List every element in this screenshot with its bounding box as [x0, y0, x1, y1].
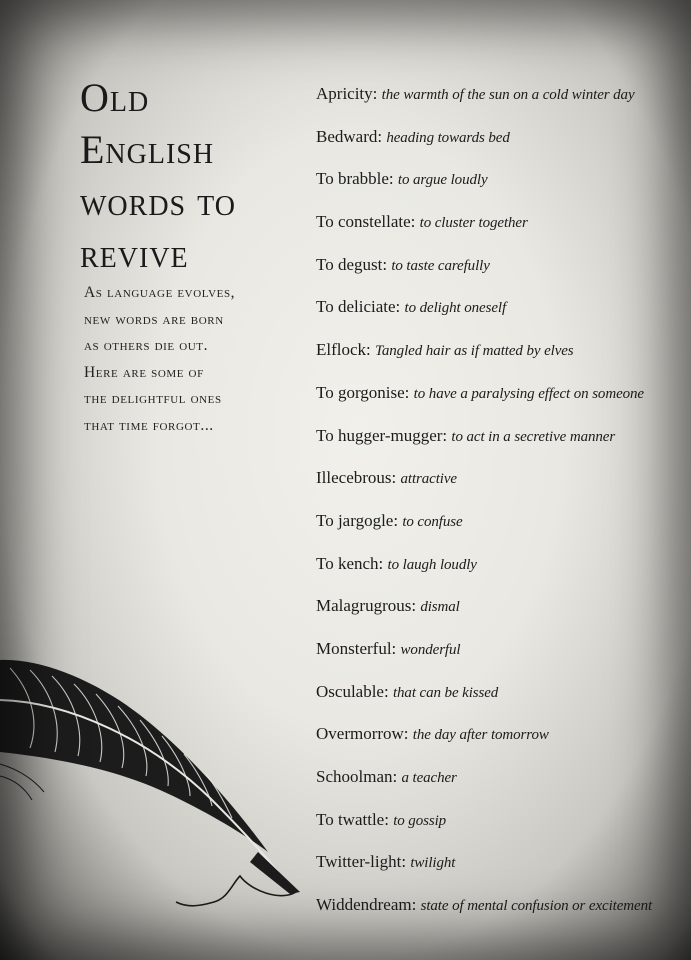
word-definition: heading towards bed — [386, 129, 510, 146]
word-term: To gorgonise: — [316, 382, 410, 402]
word-definition: attractive — [400, 471, 457, 488]
word-term: To kench: — [316, 553, 384, 573]
word-term: Elflock: — [316, 340, 371, 360]
word-term: To jargogle: — [316, 510, 399, 530]
word-term: Monsterful: — [316, 638, 397, 658]
word-term: Schoolman: — [316, 767, 398, 786]
word-definition: the day after tomorrow — [412, 727, 549, 744]
word-definition: to act in a secretive manner — [451, 428, 616, 445]
word-list — [316, 78, 686, 932]
word-term: Overmorrow: — [316, 724, 409, 744]
word-definition: wonderful — [400, 641, 461, 658]
word-entry — [316, 206, 686, 249]
word-definition: dismal — [420, 599, 460, 616]
word-definition: to have a paralysing effect on someone — [413, 385, 644, 402]
intro-line: as others die out. — [84, 337, 209, 354]
word-entry — [316, 78, 686, 121]
title-line: Old — [80, 75, 150, 120]
word-entry — [316, 718, 686, 761]
word-definition: a teacher — [401, 770, 457, 786]
word-term: Apricity: — [316, 84, 378, 103]
word-term: To twattle: — [316, 809, 389, 829]
word-entry — [316, 121, 686, 164]
intro-line: the delightful ones — [84, 390, 222, 407]
word-entry — [316, 633, 686, 676]
quill-feather-icon — [0, 640, 310, 920]
word-definition: to laugh loudly — [387, 556, 477, 573]
intro-line: As language evolves, — [84, 284, 236, 301]
intro-line: that time forgot... — [84, 416, 214, 434]
word-definition: state of mental confusion or excitement — [420, 898, 653, 915]
word-definition: to argue loudly — [397, 172, 488, 189]
word-definition: to confuse — [402, 513, 463, 530]
word-term: To constellate: — [316, 212, 416, 232]
intro-text — [84, 280, 284, 439]
word-term: To hugger-mugger: — [316, 425, 448, 445]
word-entry — [316, 377, 686, 420]
word-term: Osculable: — [316, 681, 389, 701]
word-entry — [316, 761, 686, 804]
word-entry — [316, 804, 686, 847]
title-line: revive — [80, 231, 189, 276]
word-term: To deliciate: — [316, 297, 401, 317]
word-term: To degust: — [316, 254, 388, 274]
word-entry — [316, 334, 686, 377]
word-entry — [316, 291, 686, 334]
word-entry — [316, 676, 686, 719]
word-definition: to cluster together — [419, 215, 528, 232]
title-line: English — [80, 127, 215, 172]
intro-line: Here are some of — [84, 363, 204, 381]
word-entry — [316, 889, 686, 932]
word-definition: to delight oneself — [404, 300, 507, 317]
word-entry — [316, 590, 686, 633]
word-term: Illecebrous: — [316, 468, 397, 488]
poster-title — [80, 72, 300, 280]
word-entry — [316, 249, 686, 292]
word-entry — [316, 846, 686, 889]
word-term: To brabble: — [316, 169, 394, 189]
title-line: words to — [80, 179, 236, 224]
word-entry — [316, 505, 686, 548]
word-definition: to taste carefully — [391, 257, 490, 274]
word-definition: to gossip — [393, 812, 447, 829]
word-definition: Tangled hair as if matted by elves — [375, 343, 574, 360]
word-entry — [316, 163, 686, 206]
word-definition: twilight — [410, 855, 456, 872]
word-entry — [316, 420, 686, 463]
intro-line: new words are born — [84, 310, 224, 328]
word-term: Widdendream: — [316, 895, 417, 915]
word-entry — [316, 462, 686, 505]
word-term: Bedward: — [316, 126, 383, 146]
word-definition: the warmth of the sun on a cold winter day — [381, 87, 635, 103]
word-entry — [316, 548, 686, 591]
word-definition: that can be kissed — [392, 684, 499, 701]
word-term: Malagrugrous: — [316, 596, 417, 616]
word-term: Twitter-light: — [316, 852, 407, 872]
